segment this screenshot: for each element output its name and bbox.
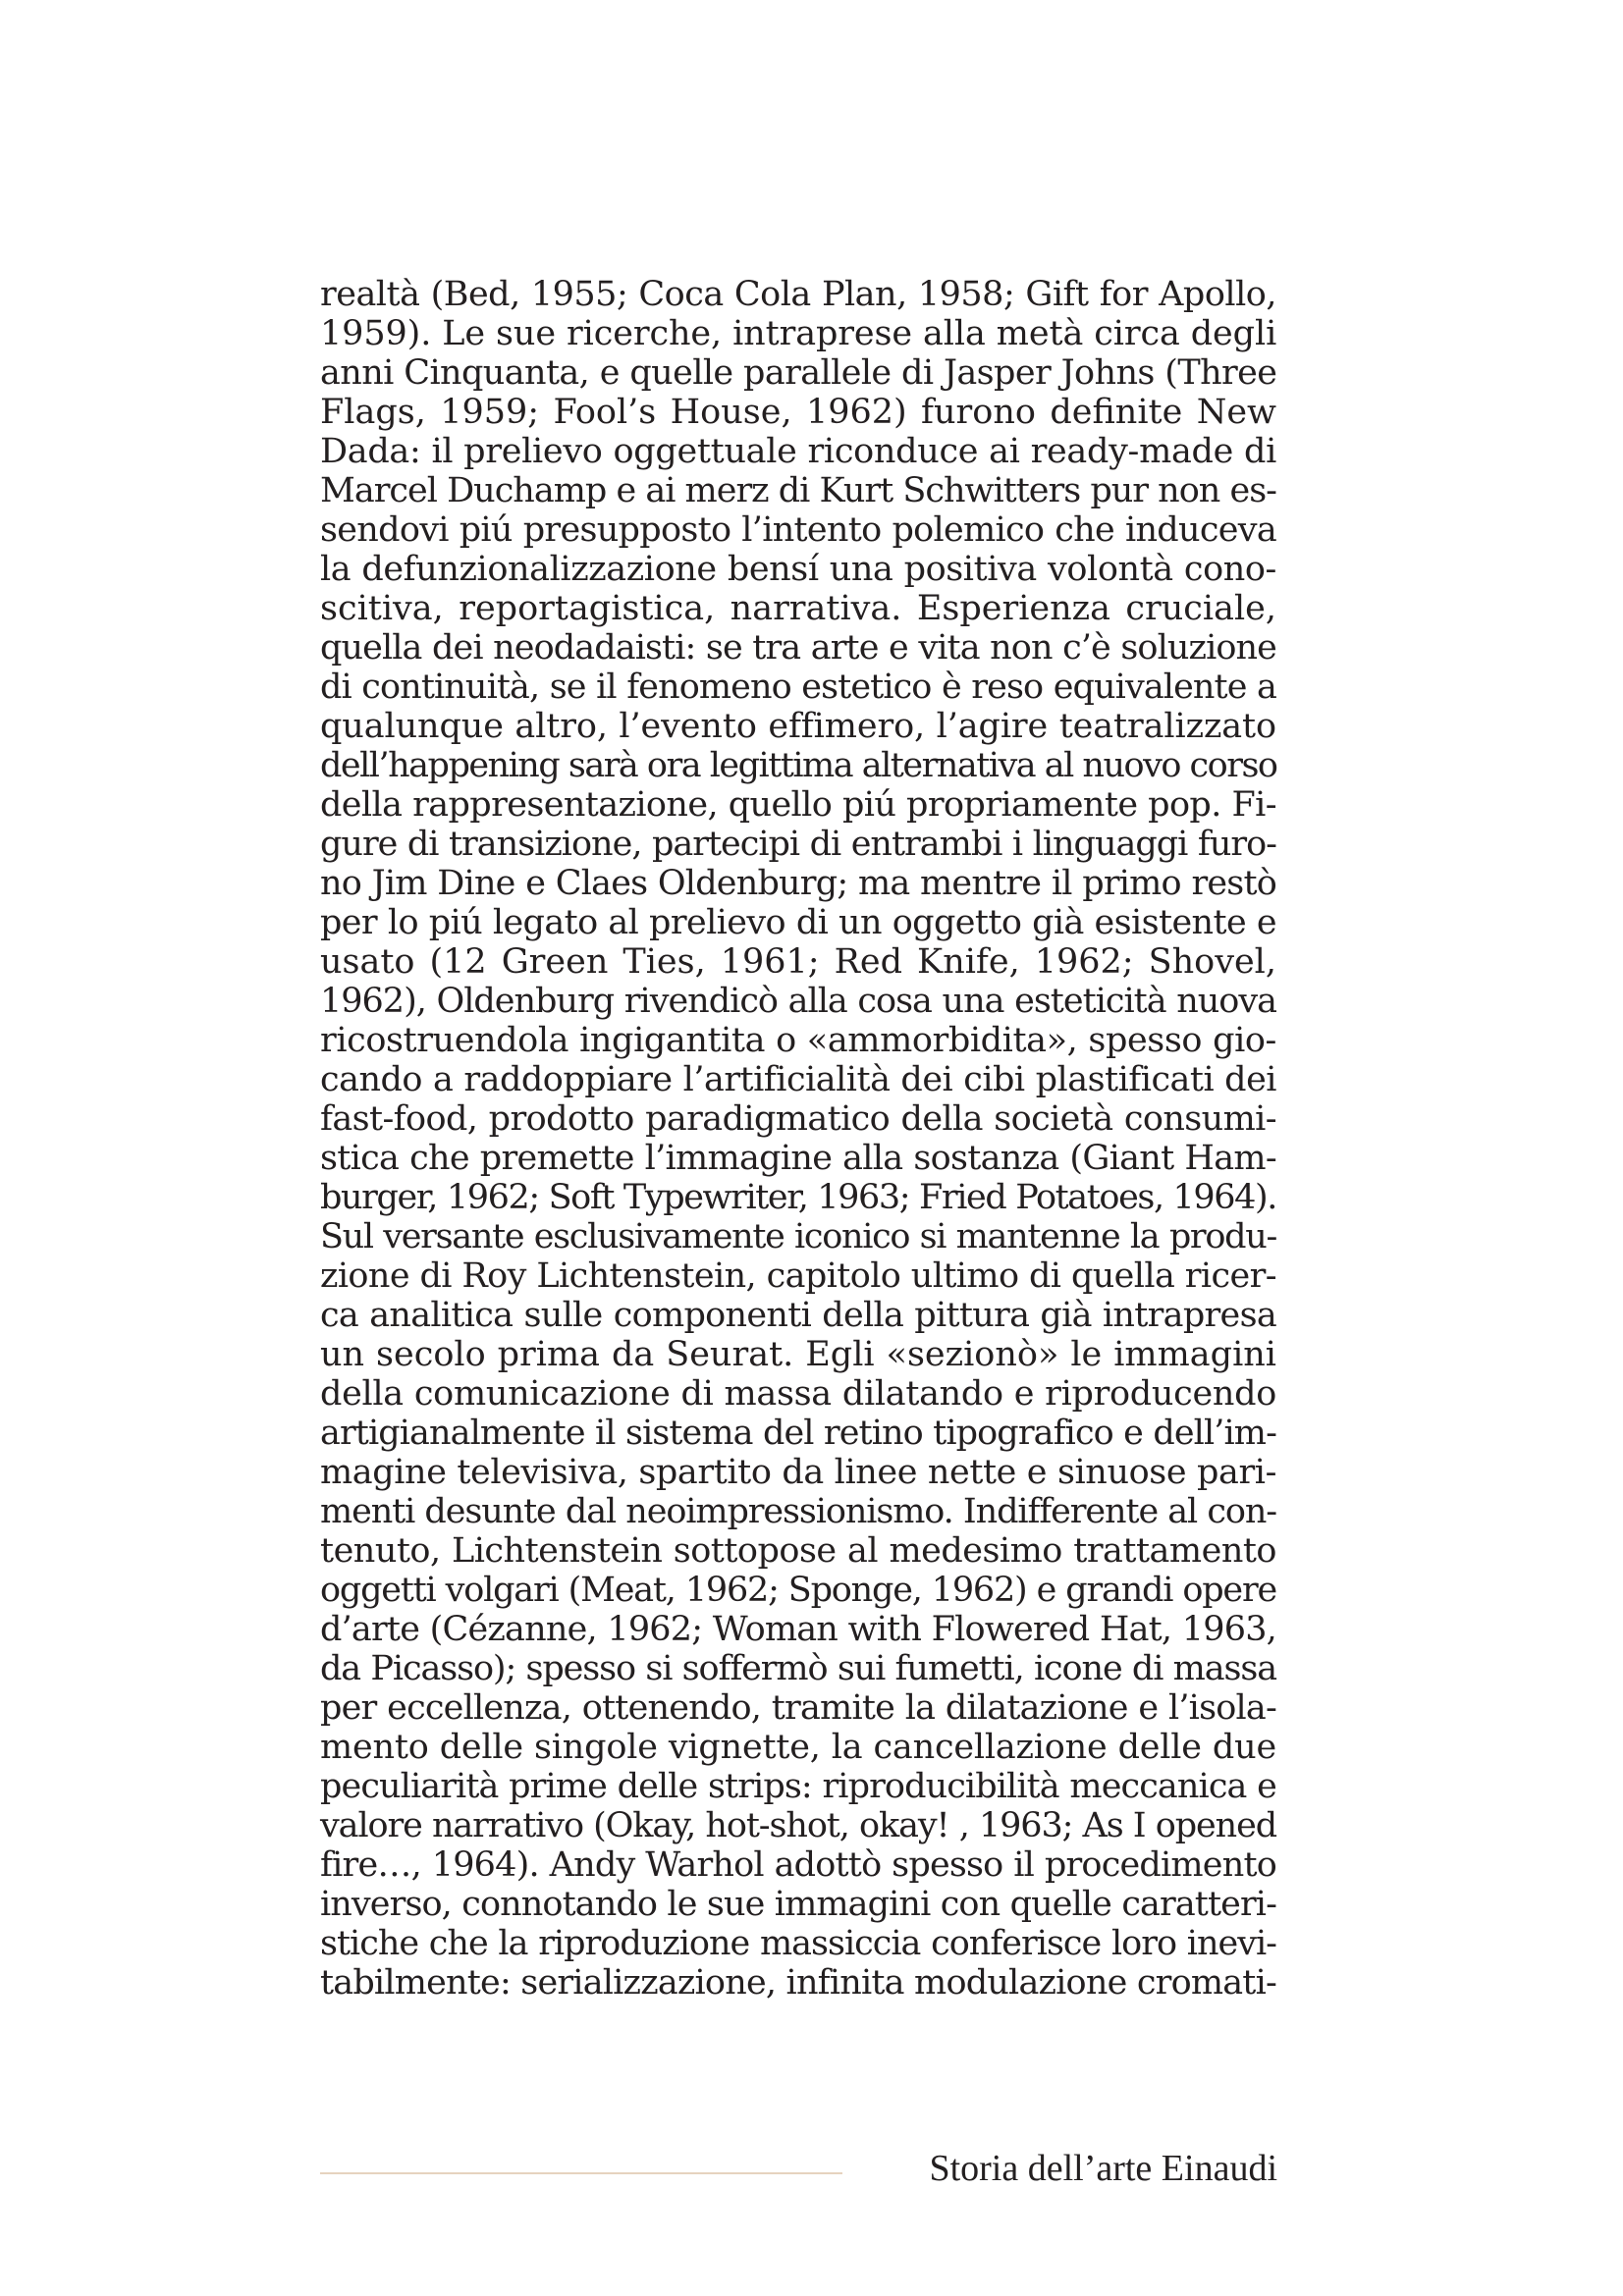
text-line: per lo piú legato al prelievo di un oggetto già esistente e <box>320 903 1276 942</box>
text-line: gure di transizione, partecipi di entrambi i linguaggi furo- <box>320 825 1276 864</box>
text-line: tenuto, Lichtenstein sottopose al medesimo trattamento <box>320 1531 1276 1571</box>
footer-title: Storia dell’arte Einaudi <box>929 2148 1277 2189</box>
text-line: ca analitica sulle componenti della pittura già intrapresa <box>320 1296 1276 1335</box>
text-line: usato (12 Green Ties, 1961; Red Knife, 1962; Shovel, <box>320 942 1276 982</box>
text-line: valore narrativo (Okay, hot-shot, okay! , 1963; As I opened <box>320 1806 1276 1845</box>
footer-divider <box>320 2172 842 2174</box>
text-line: realtà (Bed, 1955; Coca Cola Plan, 1958; Gift for Apollo, <box>320 275 1276 314</box>
text-line: anni Cinquanta, e quelle parallele di Jasper Johns (Three <box>320 353 1277 393</box>
text-line: cando a raddoppiare l’artificialità dei cibi plastificati dei <box>320 1060 1276 1099</box>
text-line: zione di Roy Lichtenstein, capitolo ultimo di quella ricer- <box>320 1256 1276 1296</box>
text-line: Sul versante esclusivamente iconico si mantenne la produ- <box>320 1217 1276 1256</box>
text-line: scitiva, reportagistica, narrativa. Esperienza cruciale, <box>320 589 1276 628</box>
body-text <box>320 275 1276 2002</box>
text-line: della rappresentazione, quello piú propriamente pop. Fi- <box>320 785 1276 825</box>
text-line: mento delle singole vignette, la cancellazione delle due <box>320 1728 1276 1767</box>
text-line: fire…, 1964). Andy Warhol adottò spesso il procedimento <box>320 1845 1276 1885</box>
text-line: Flags, 1959; Fool’s House, 1962) furono definite New <box>320 393 1276 432</box>
text-line: 1959). Le sue ricerche, intraprese alla metà circa degli <box>320 314 1277 353</box>
text-line: artigianalmente il sistema del retino tipografico e dell’im- <box>320 1414 1276 1453</box>
text-line: sendovi piú presupposto l’intento polemico che induceva <box>320 510 1276 550</box>
text-line: un secolo prima da Seurat. Egli «sezionò» le immagini <box>320 1335 1276 1374</box>
text-line: no Jim Dine e Claes Oldenburg; ma mentre il primo restò <box>320 864 1276 903</box>
text-line: per eccellenza, ottenendo, tramite la dilatazione e l’isola- <box>320 1688 1276 1728</box>
text-line: stica che premette l’immagine alla sostanza (Giant Ham- <box>320 1139 1276 1178</box>
text-line: inverso, connotando le sue immagini con quelle caratteri- <box>320 1885 1276 1924</box>
text-line: magine televisiva, spartito da linee nette e sinuose pari- <box>320 1453 1276 1492</box>
text-line: dell’happening sarà ora legittima alternativa al nuovo corso <box>320 746 1277 785</box>
text-line: di continuità, se il fenomeno estetico è reso equivalente a <box>320 667 1276 707</box>
text-line: burger, 1962; Soft Typewriter, 1963; Fried Potatoes, 1964). <box>320 1178 1276 1217</box>
text-line: da Picasso); spesso si soffermò sui fumetti, icone di massa <box>320 1649 1276 1688</box>
text-line: la defunzionalizzazione bensí una positiva volontà cono- <box>320 550 1276 589</box>
text-line: ricostruendola ingigantita o «ammorbidita», spesso gio- <box>320 1021 1276 1060</box>
text-line: qualunque altro, l’evento effimero, l’agire teatralizzato <box>320 707 1276 746</box>
text-line: peculiarità prime delle strips: riproducibilità meccanica e <box>320 1767 1276 1806</box>
text-line: d’arte (Cézanne, 1962; Woman with Flowered Hat, 1963, <box>320 1610 1276 1649</box>
text-line: stiche che la riproduzione massiccia conferisce loro inevi- <box>320 1924 1276 1963</box>
text-line: 1962), Oldenburg rivendicò alla cosa una esteticità nuova <box>320 982 1276 1021</box>
text-line: oggetti volgari (Meat, 1962; Sponge, 1962) e grandi opere <box>320 1571 1276 1610</box>
text-line: tabilmente: serializzazione, infinita modulazione cromati- <box>320 1963 1276 2002</box>
text-line: quella dei neodadaisti: se tra arte e vita non c’è soluzione <box>320 628 1276 667</box>
text-line: Dada: il prelievo oggettuale riconduce ai ready-made di <box>320 432 1276 471</box>
text-line: della comunicazione di massa dilatando e riproducendo <box>320 1374 1276 1414</box>
text-line: fast-food, prodotto paradigmatico della società consumi- <box>320 1099 1276 1139</box>
text-line: menti desunte dal neoimpressionismo. Indifferente al con- <box>320 1492 1276 1531</box>
text-line: Marcel Duchamp e ai merz di Kurt Schwitters pur non es- <box>320 471 1276 510</box>
